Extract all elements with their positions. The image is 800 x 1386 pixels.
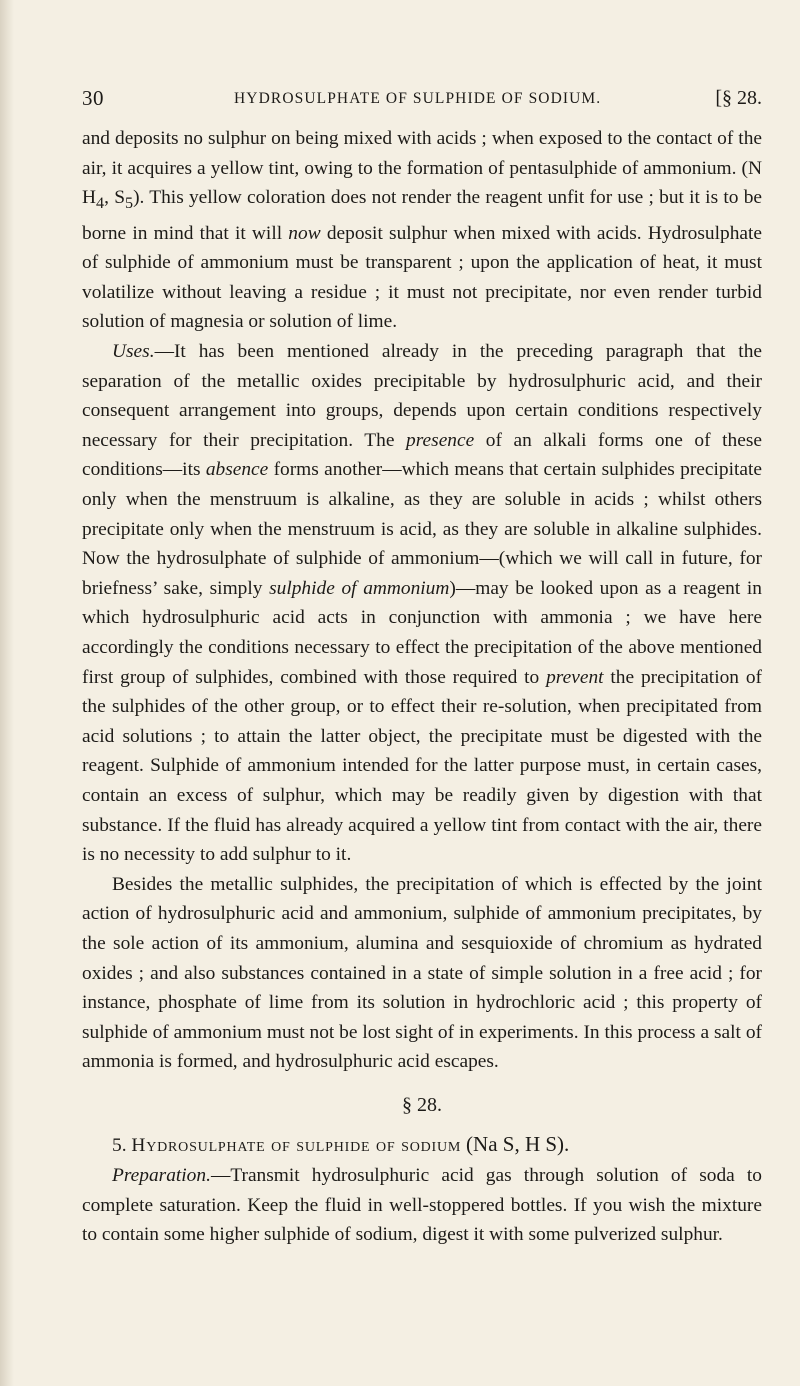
paragraph-continued: and deposits no sulphur on being mixed with acids ; when exposed to the contact of the air, it acquires a yellow tint, owing to the formation of pentasulphide of ammonium. (N $H_4$, $S_5$). This yellow coloration does not render the reagent unfit for use ; but it is to be borne in mind that it will now deposit sulphur when mixed with acids. Hydrosulphate of sulphide of ammonium must be transparent ; upon the application of heat, it must volatilize without leaving a residue ; it must not precipitate, nor even render turbid solution of magnesia or solution of lime. [82,128,762,333]
body-text [82,124,762,1250]
chemical-formula: (Na S, H S). [466,1132,570,1157]
paragraph-uses: Uses.—It has been mentioned already in the preceding paragraph that the separation of the metallic oxides precipitable by hydrosulphuric acid, and their consequent arrangement into groups, depends upon certain conditions respectively necessary for their precipitation. The presence of an alkali forms one of these conditions—its absence forms another—which means that certain sulphides precipitate only when the menstruum is alkaline, as they are soluble in acids ; whilst others precipitate only when the menstruum is acid, as they are soluble in alkaline sulphides. Now the hydrosulphate of sulphide of ammonium—(which we will call in future, for briefness’ sake, simply sulphide of ammonium)—may be looked upon as a reagent in which hydrosulphuric acid acts in conjunction with ammonia ; we have here accordingly the conditions necessary to effect the precipitation of the above mentioned first group of sulphides, combined with those required to prevent the precipitation of the sulphides of the other group, or to effect their re-solution, when precipitated from acid solutions ; to attain the latter object, the precipitate must be digested with the reagent. Sulphide of ammonium intended for the latter purpose must, in certain cases, contain an excess of sulphur, which may be readily given by digestion with that substance. If the fluid has already acquired a yellow tint from contact with the air, there is no necessity to add sulphur to it. [82,341,762,866]
article-title [82,1130,762,1161]
page-gutter-shadow [0,0,14,1386]
section-heading: § 28. [402,1093,442,1116]
running-title: HYDROSULPHATE OF SULPHIDE OF SODIUM. [234,90,602,107]
page-number: 30 [82,86,104,110]
section-reference: [§ 28. [715,87,762,109]
preparation-lead: Preparation. [112,1165,211,1187]
article-name: Hydrosulphate of sulphide of sodium [131,1135,462,1157]
uses-lead: Uses. [112,341,155,363]
running-head [82,86,762,116]
article-number: 5. [112,1135,127,1157]
paragraph-besides: Besides the metallic sulphides, the precipitation of which is effected by the joint action of hydrosulphuric acid and ammonium, sulphide of ammonium precipitates, by the sole action of its ammonium, alumina and sesquioxide of chromium as hydrated oxides ; and also substances contained in a state of simple solution in a free acid ; for instance, phosphate of lime from its solution in hydrochloric acid ; this property of sulphide of ammonium must not be lost sight of in experiments. In this process a salt of ammonia is formed, and hydrosulphuric acid escapes. [82,873,762,1073]
paragraph-preparation: Preparation.—Transmit hydrosulphuric acid gas through solution of soda to complete saturation. Keep the fluid in well-stoppered bottles. If you wish the mixture to contain some higher sulphide of sodium, digest it with some pulverized sulphur. [82,1165,762,1246]
